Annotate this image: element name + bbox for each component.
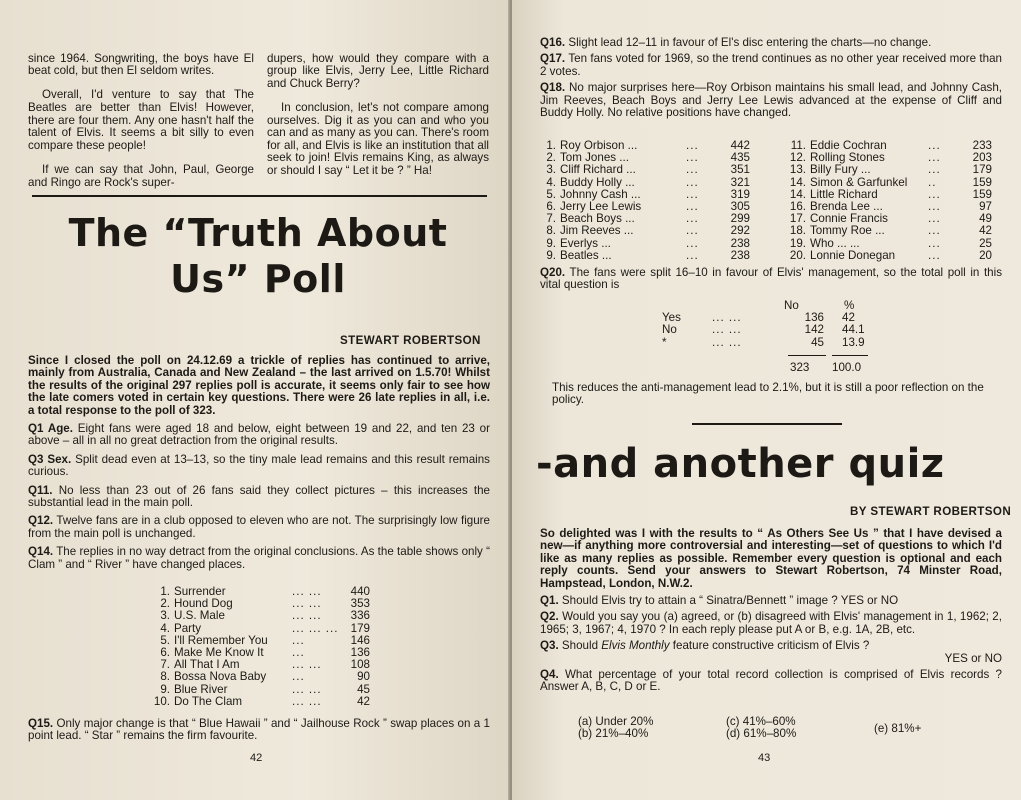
q14-label: Q14. bbox=[28, 545, 54, 559]
byline: STEWART ROBERTSON bbox=[340, 334, 481, 347]
page-number: 43 bbox=[758, 752, 771, 764]
q14-text: The replies in no way detract from the original conclusions. As the table shows only “ Clam ” and “ River ” have changed places. bbox=[28, 545, 490, 571]
q12-paragraph bbox=[28, 515, 490, 540]
q1-label: Q1 Age. bbox=[28, 422, 73, 436]
q18-text: No major surprises here—Roy Orbison maintains his small lead, and Johnny Cash, Jim Reeves, Beach Boys and Jerry Lee Lewis advanced at the expense of Cliff and Buddy Holly. No relative positions have changed. bbox=[540, 81, 1002, 120]
title-line-2: Us” Poll bbox=[170, 257, 346, 301]
q18-label: Q18. bbox=[540, 81, 566, 95]
q1-text: Eight fans were aged 18 and below, eight between 19 and 22, and ten 23 or above – all in all no great detraction from the original results. bbox=[28, 422, 490, 448]
option-e: (e) 81%+ bbox=[874, 722, 922, 735]
table-row: 13. Billy Fury ... ... 179 bbox=[789, 163, 992, 177]
q15-label: Q15. bbox=[28, 717, 54, 730]
q14-song-table bbox=[148, 586, 370, 708]
q15-paragraph bbox=[28, 718, 490, 743]
article-continuation-column-1 bbox=[28, 41, 254, 201]
total-rule bbox=[788, 355, 826, 356]
quiz-q4-options-col1 bbox=[578, 716, 653, 740]
quiz-intro: So delighted was I with the results to “ As Others See Us ” that I have devised a new—if anything more controversial and interesting—set of questions to which I'd like as many replies as possible. Remember every question is optional and each reply counts. Send your answers to Stewart Robertson, 74 Minster Road, Hampstead, London, N.W.2. bbox=[540, 527, 1002, 590]
paragraph: since 1964. Songwriting, the boys have El beat cold, but then El seldom writes. bbox=[28, 51, 254, 78]
q11-label: Q11. bbox=[28, 483, 53, 497]
intro-paragraph: Since I closed the poll on 24.12.69 a trickle of replies has continued to arrive, mainly from Australia, Canada and New Zealand – the last arrived on 1.5.70! Whilst the results of the original 297 replies poll is accurate, it seems only fair to see how the late comers voted in certain key questions. There were 26 late replies in all, i.e. a total response to the poll of 323. bbox=[28, 354, 490, 417]
table-row: 17. Connie Francis ... 49 bbox=[789, 212, 992, 226]
q20-total-pct: 100.0 bbox=[832, 361, 862, 374]
table-row: 8. Jim Reeves ... ... 292 bbox=[546, 224, 750, 238]
quiz-q4 bbox=[540, 669, 1002, 694]
table-row: 2. Tom Jones ... ... 435 bbox=[546, 151, 750, 165]
paragraph: If we can say that John, Paul, George and Ringo are Rock's super- bbox=[28, 162, 254, 189]
table-row: 14. Little Richard ... 159 bbox=[789, 187, 992, 201]
q11-text: No less than 23 out of 26 fans said they collect pictures – this increases the substantial lead in the main poll. bbox=[28, 483, 490, 510]
table-row: 1. Roy Orbison ... ... 442 bbox=[546, 139, 750, 152]
option-a: (a) Under 20% bbox=[578, 715, 654, 728]
table-row: 4. Party ... ... ... 179 bbox=[160, 621, 370, 635]
table-row: 16. Brenda Lee ... ... 97 bbox=[789, 200, 992, 214]
option-c: (c) 41%–60% bbox=[726, 715, 796, 728]
q17-label: Q17. bbox=[540, 52, 566, 66]
page-43 bbox=[512, 0, 1021, 800]
q3-text: Split dead even at 13–13, so the tiny male lead remains and this result remains curious. bbox=[28, 452, 490, 479]
quiz-q3-label: Q3. bbox=[540, 639, 559, 653]
q16-label: Q16. bbox=[540, 36, 566, 49]
table-row: 19. Who ... ... ... 25 bbox=[789, 236, 992, 250]
option-b: (b) 21%–40% bbox=[578, 727, 649, 741]
quiz-q3 bbox=[540, 640, 1002, 652]
q18-artist-table-right bbox=[784, 140, 992, 262]
table-row: 18. Tommy Roe ... ... 42 bbox=[789, 224, 992, 238]
q3-label: Q3 Sex. bbox=[28, 452, 72, 466]
quiz-q2-label: Q2. bbox=[540, 610, 559, 624]
table-row: * ... ... 45 13.9 bbox=[662, 335, 865, 349]
quiz-q1-text: Should Elvis try to attain a “ Sinatra/Bennett ” image ? YES or NO bbox=[561, 594, 899, 608]
table-row: 3. Cliff Richard ... ... 351 bbox=[546, 163, 750, 177]
table-row: 4. Buddy Holly ... ... 321 bbox=[546, 175, 750, 189]
quiz-q2 bbox=[540, 611, 1002, 636]
table-row: 5. Johnny Cash ... ... 319 bbox=[546, 187, 750, 201]
table-row: 12. Rolling Stones ... 203 bbox=[789, 151, 992, 165]
quiz-q3-answer: YES or NO bbox=[944, 651, 1002, 665]
table-row: 6. Jerry Lee Lewis ... 305 bbox=[546, 200, 750, 214]
q3-paragraph bbox=[28, 454, 490, 479]
table-row: 7. All That I Am ... ... 108 bbox=[160, 658, 370, 672]
quiz-title: -and another quiz bbox=[536, 441, 945, 487]
section-divider bbox=[692, 423, 842, 425]
q14-paragraph bbox=[28, 546, 490, 571]
table-row: 11. Eddie Cochran ... 233 bbox=[790, 139, 992, 152]
poll-continued bbox=[540, 37, 1002, 123]
title-line-1: The “Truth About bbox=[68, 211, 448, 255]
q20-management-table bbox=[662, 300, 894, 349]
quiz-q2-text: Would you say you (a) agreed, or (b) disagreed with Elvis' management in 1, 1962; 2, 1965; 3, 1967; 4, 1970 ? In each reply please put A or B, e.g. 1A, 2B, etc. bbox=[540, 610, 1002, 636]
table-header-row: No % bbox=[784, 299, 855, 312]
q1-paragraph bbox=[28, 423, 490, 448]
quiz-q4-text: What percentage of your total record collection is comprised of Elvis records ? Answer A, B, C, D or E. bbox=[540, 668, 1002, 694]
q20-text: The fans were split 16–10 in favour of Elvis' management, so the total poll in this vital question is bbox=[540, 266, 1002, 292]
q17-text: Ten fans voted for 1969, so the trend continues as no other year received more than 2 votes. bbox=[540, 52, 1002, 78]
paragraph: dupers, how would they compare with a group like Elvis, Jerry Lee, Little Richard and Chuck Berry? bbox=[267, 51, 489, 90]
byline: BY STEWART ROBERTSON bbox=[850, 505, 1012, 518]
section-divider bbox=[32, 195, 487, 197]
table-row: 14. Simon & Garfunkel .. 159 bbox=[789, 175, 992, 189]
table-row: Yes ... ... 136 42 bbox=[662, 311, 855, 325]
table-row: 9. Everlys ... ... 238 bbox=[546, 236, 750, 250]
paragraph: In conclusion, let's not compare among ourselves. Dig it as you can and who you can and as many as you can. There's room for all, and Elvis is like an institution that all seek to join! Elvis remains King, as always or should I say “ Let it be ? ” Ha! bbox=[267, 100, 489, 177]
quiz-q3-text: Should bbox=[561, 639, 599, 653]
article-continuation-column-2 bbox=[267, 41, 489, 189]
q20-total-no: 323 bbox=[790, 361, 810, 374]
paragraph: Overall, I'd venture to say that The Beatles are better than Elvis! However, there are four them. Any one hasn't half the talent of Elvis. It seems a bit silly to even compare these people! bbox=[28, 88, 254, 152]
total-rule bbox=[832, 355, 868, 356]
magazine-name: Elvis Monthly bbox=[601, 639, 670, 653]
q20-label: Q20. bbox=[540, 266, 566, 279]
quiz-q4-label: Q4. bbox=[540, 668, 559, 682]
q16-text: Slight lead 12–11 in favour of El's disc entering the charts—no change. bbox=[568, 36, 932, 49]
q20-paragraph bbox=[540, 267, 1002, 292]
q18-paragraph bbox=[540, 82, 1002, 119]
quiz-q1-label: Q1. bbox=[540, 594, 559, 608]
q12-label: Q12. bbox=[28, 514, 54, 528]
table-row: 20. Lonnie Donegan ... 20 bbox=[789, 248, 992, 262]
table-row: 6. Make Me Know It ... 136 bbox=[160, 646, 370, 660]
table-row: 3. U.S. Male ... ... 336 bbox=[160, 609, 370, 623]
page-42 bbox=[0, 0, 510, 800]
table-row: 7. Beach Boys ... ... 299 bbox=[546, 212, 750, 226]
table-row: 9. Beatles ... ... 238 bbox=[546, 248, 750, 262]
q12-text: Twelve fans are in a club opposed to eleven who are not. The surprisingly low figure from the main poll is unchanged. bbox=[28, 514, 490, 540]
table-row: 10. Do The Clam ... ... 42 bbox=[153, 694, 370, 708]
q18-artist-table-left bbox=[540, 140, 750, 262]
table-row: No ... ... 142 44.1 bbox=[662, 323, 865, 337]
option-d: (d) 61%–80% bbox=[726, 727, 797, 741]
page-number: 42 bbox=[250, 752, 263, 764]
q11-paragraph bbox=[28, 485, 490, 510]
quiz-q3-text-end: feature constructive criticism of Elvis ? bbox=[672, 639, 870, 653]
q15-text: Only major change is that “ Blue Hawaii ” and “ Jailhouse Rock ” swap places on a 1 point lead. “ Star ” remains the firm favourite. bbox=[28, 717, 490, 743]
table-row: 9. Blue River ... ... 45 bbox=[160, 682, 370, 696]
table-row: 1. Surrender ... ... 440 bbox=[160, 585, 370, 598]
q16-paragraph bbox=[540, 37, 1002, 49]
q17-paragraph bbox=[540, 53, 1002, 78]
q20-note: This reduces the anti-management lead to 2.1%, but it is still a poor reflection on the policy. bbox=[552, 381, 984, 407]
table-row: 5. I'll Remember You ... 146 bbox=[160, 633, 370, 647]
table-row: 2. Hound Dog ... ... 353 bbox=[160, 597, 370, 611]
quiz-body bbox=[540, 528, 1002, 698]
table-row: 8. Bossa Nova Baby ... 90 bbox=[160, 670, 370, 684]
article-title bbox=[28, 210, 488, 302]
quiz-q4-options-col2 bbox=[726, 716, 796, 740]
quiz-q1 bbox=[540, 595, 1002, 607]
poll-body bbox=[28, 355, 490, 575]
